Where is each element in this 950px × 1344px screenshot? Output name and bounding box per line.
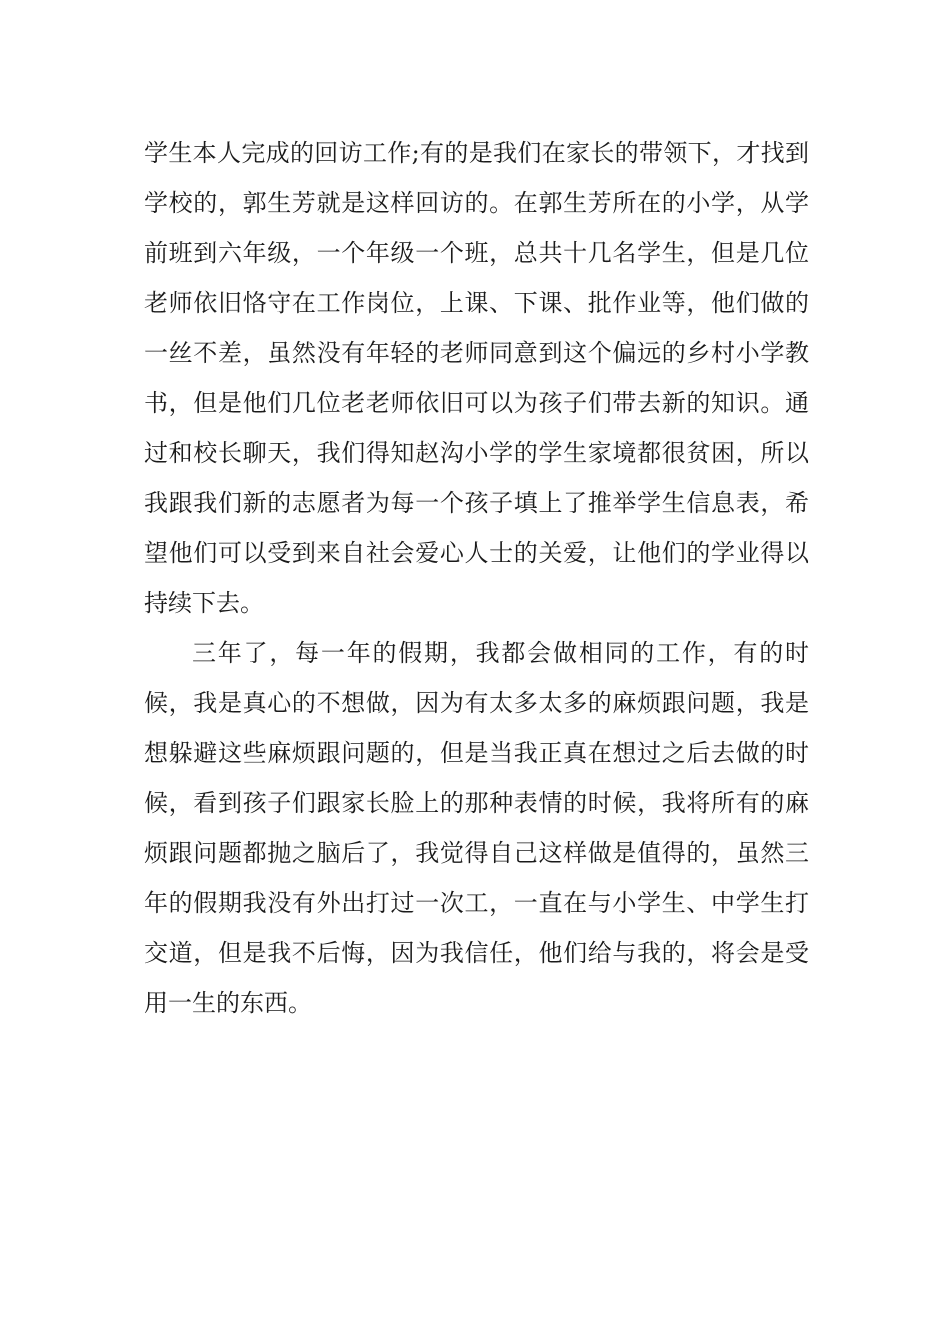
- document-body: [144, 128, 809, 1028]
- paragraph: 三年了，每一年的假期，我都会做相同的工作，有的时候，我是真心的不想做，因为有太多太多的麻烦跟问题，我是想躲避这些麻烦跟问题的，但是当我正真在想过之后去做的时候，看到孩子们跟家长脸上的那种表情的时候，我将所有的麻烦跟问题都抛之脑后了，我觉得自己这样做是值得的，虽然三年的假期我没有外出打过一次工，一直在与小学生、中学生打交道，但是我不后悔，因为我信任，他们给与我的，将会是受用一生的东西。: [144, 639, 809, 1017]
- paragraph-continued: 学生本人完成的回访工作;有的是我们在家长的带领下，才找到学校的，郭生芳就是这样回访的。在郭生芳所在的小学，从学前班到六年级，一个年级一个班，总共十几名学生，但是几位老师依旧恪守在工作岗位，上课、下课、批作业等，他们做的一丝不差，虽然没有年轻的老师同意到这个偏远的乡村小学教书，但是他们几位老老师依旧可以为孩子们带去新的知识。通过和校长聊天，我们得知赵沟小学的学生家境都很贫困，所以我跟我们新的志愿者为每一个孩子填上了推举学生信息表，希望他们可以受到来自社会爱心人士的关爱，让他们的学业得以持续下去。: [144, 139, 809, 617]
